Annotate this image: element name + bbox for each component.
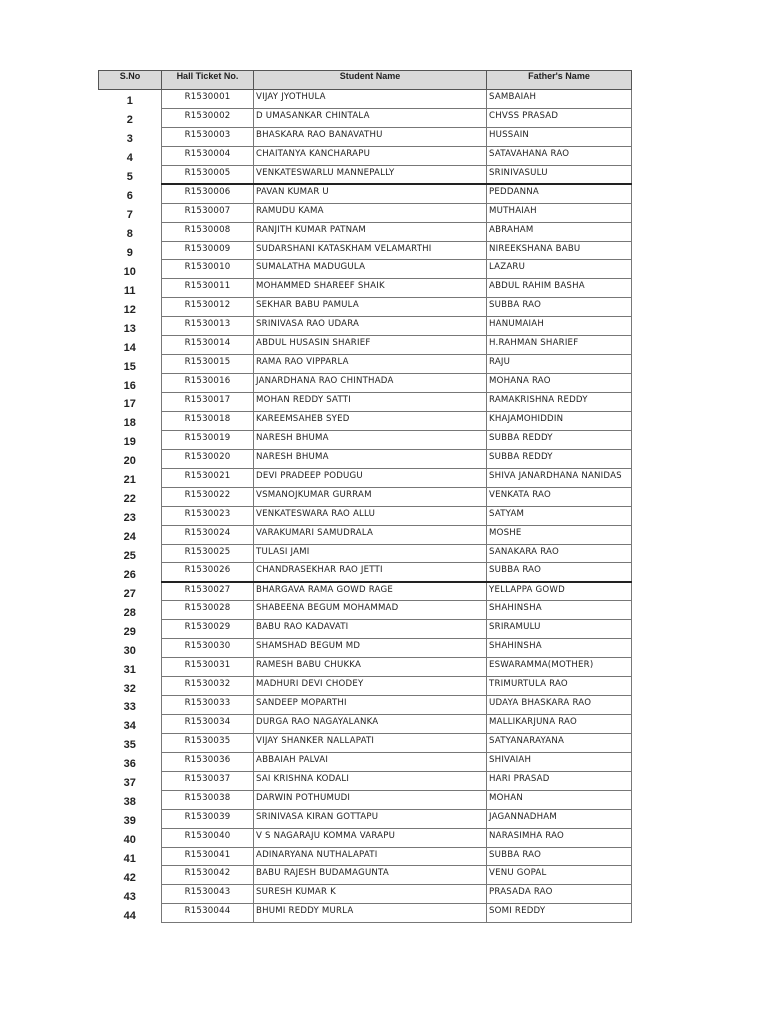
row-sno: 1 xyxy=(126,95,133,108)
row-sno: 44 xyxy=(123,909,136,922)
row-hall-ticket: R1530037 xyxy=(162,771,254,790)
row-sno: 37 xyxy=(123,777,136,790)
table-row xyxy=(99,790,632,809)
row-hall-ticket: R1530021 xyxy=(162,468,254,487)
row-father-name: SRINIVASULU xyxy=(487,165,632,184)
table-row xyxy=(99,752,632,771)
row-sno: 22 xyxy=(123,493,136,506)
row-hall-ticket: R1530008 xyxy=(162,222,254,241)
row-father-name: NIREEKSHANA BABU xyxy=(487,241,632,260)
table-row xyxy=(99,487,632,506)
row-student-name: SANDEEP MOPARTHI xyxy=(254,696,487,715)
row-sno: 27 xyxy=(123,587,136,600)
table-row xyxy=(99,222,632,241)
row-hall-ticket: R1530010 xyxy=(162,260,254,279)
row-father-name: MUTHAIAH xyxy=(487,203,632,222)
table-body xyxy=(99,90,632,923)
row-student-name: V S NAGARAJU KOMMA VARAPU xyxy=(254,828,487,847)
row-father-name: SRIRAMULU xyxy=(487,620,632,639)
row-hall-ticket: R1530006 xyxy=(162,184,254,203)
row-student-name: SRINIVASA KIRAN GOTTAPU xyxy=(254,809,487,828)
table-row xyxy=(99,620,632,639)
row-sno: 6 xyxy=(126,190,133,203)
row-father-name: ABDUL RAHIM BASHA xyxy=(487,279,632,298)
row-student-name: SRINIVASA RAO UDARA xyxy=(254,317,487,336)
student-list-document xyxy=(98,70,632,923)
row-student-name: RANJITH KUMAR PATNAM xyxy=(254,222,487,241)
table-row xyxy=(99,733,632,752)
row-father-name: YELLAPPA GOWD xyxy=(487,582,632,601)
row-sno: 41 xyxy=(123,852,136,865)
row-student-name: BHUMI REDDY MURLA xyxy=(254,904,487,923)
row-hall-ticket: R1530003 xyxy=(162,127,254,146)
row-father-name: SATAVAHANA RAO xyxy=(487,146,632,165)
row-sno: 43 xyxy=(123,890,136,903)
table-row xyxy=(99,506,632,525)
row-sno: 38 xyxy=(123,796,136,809)
table-row xyxy=(99,203,632,222)
row-sno: 32 xyxy=(123,682,136,695)
row-father-name: RAMAKRISHNA REDDY xyxy=(487,393,632,412)
row-hall-ticket: R1530041 xyxy=(162,847,254,866)
row-father-name: SATYANARAYANA xyxy=(487,733,632,752)
row-sno: 18 xyxy=(123,417,136,430)
table-row xyxy=(99,544,632,563)
row-hall-ticket: R1530012 xyxy=(162,298,254,317)
row-sno: 15 xyxy=(123,360,136,373)
row-hall-ticket: R1530025 xyxy=(162,544,254,563)
row-student-name: RAMA RAO VIPPARLA xyxy=(254,355,487,374)
row-sno: 25 xyxy=(123,549,136,562)
row-sno: 8 xyxy=(126,228,133,240)
table-row xyxy=(99,714,632,733)
row-father-name: SHIVAIAH xyxy=(487,752,632,771)
table-row xyxy=(99,279,632,298)
row-father-name: SOMI REDDY xyxy=(487,904,632,923)
table-row xyxy=(99,696,632,715)
table-row xyxy=(99,108,632,127)
table-row xyxy=(99,355,632,374)
row-father-name: LAZARU xyxy=(487,260,632,279)
row-sno: 19 xyxy=(123,436,136,449)
row-student-name: CHAITANYA KANCHARAPU xyxy=(254,146,487,165)
row-father-name: ABRAHAM xyxy=(487,222,632,241)
row-sno: 11 xyxy=(123,284,136,297)
row-hall-ticket: R1530027 xyxy=(162,582,254,601)
row-hall-ticket: R1530013 xyxy=(162,317,254,336)
row-father-name: HARI PRASAD xyxy=(487,771,632,790)
row-sno: 36 xyxy=(123,758,136,771)
row-father-name: RAJU xyxy=(487,355,632,374)
row-student-name: SUMALATHA MADUGULA xyxy=(254,260,487,279)
row-hall-ticket: R1530022 xyxy=(162,487,254,506)
row-student-name: NARESH BHUMA xyxy=(254,449,487,468)
row-hall-ticket: R1530020 xyxy=(162,449,254,468)
row-father-name: JAGANNADHAM xyxy=(487,809,632,828)
row-sno: 26 xyxy=(123,568,136,581)
table-row xyxy=(99,563,632,582)
row-sno: 39 xyxy=(123,815,136,828)
table-row xyxy=(99,847,632,866)
table-row xyxy=(99,658,632,677)
row-student-name: VARAKUMARI SAMUDRALA xyxy=(254,525,487,544)
row-hall-ticket: R1530014 xyxy=(162,336,254,355)
row-sno: 4 xyxy=(126,152,133,165)
row-student-name: KAREEMSAHEB SYED xyxy=(254,411,487,430)
row-sno: 30 xyxy=(123,644,136,657)
row-student-name: MOHAMMED SHAREEF SHAIK xyxy=(254,279,487,298)
row-father-name: TRIMURTULA RAO xyxy=(487,677,632,696)
row-father-name: CHVSS PRASAD xyxy=(487,108,632,127)
row-student-name: ABBAIAH PALVAI xyxy=(254,752,487,771)
row-father-name: SUBBA RAO xyxy=(487,847,632,866)
row-father-name: HUSSAIN xyxy=(487,127,632,146)
row-hall-ticket: R1530038 xyxy=(162,790,254,809)
row-student-name: CHANDRASEKHAR RAO JETTI xyxy=(254,563,487,582)
row-hall-ticket: R1530001 xyxy=(162,90,254,109)
row-student-name: SUDARSHANI KATASKHAM VELAMARTHI xyxy=(254,241,487,260)
row-father-name: UDAYA BHASKARA RAO xyxy=(487,696,632,715)
table-row xyxy=(99,411,632,430)
row-hall-ticket: R1530028 xyxy=(162,601,254,620)
row-student-name: RAMUDU KAMA xyxy=(254,203,487,222)
row-sno: 21 xyxy=(123,474,136,487)
row-student-name: SHAMSHAD BEGUM MD xyxy=(254,639,487,658)
table-row xyxy=(99,298,632,317)
table-row xyxy=(99,525,632,544)
table-row xyxy=(99,260,632,279)
row-student-name: NARESH BHUMA xyxy=(254,430,487,449)
row-father-name: H.RAHMAN SHARIEF xyxy=(487,336,632,355)
row-sno: 33 xyxy=(123,701,136,714)
row-hall-ticket: R1530018 xyxy=(162,411,254,430)
row-sno: 5 xyxy=(126,171,133,184)
row-sno: 12 xyxy=(123,303,136,316)
table-row xyxy=(99,430,632,449)
row-sno: 34 xyxy=(123,720,136,733)
table-row xyxy=(99,374,632,393)
row-sno: 28 xyxy=(123,606,136,619)
row-sno: 10 xyxy=(123,265,136,278)
row-student-name: VENKATESWARLU MANNEPALLY xyxy=(254,165,487,184)
header-hall-ticket: Hall Ticket No. xyxy=(162,71,254,90)
row-student-name: D UMASANKAR CHINTALA xyxy=(254,108,487,127)
row-sno: 13 xyxy=(123,322,136,335)
row-student-name: ADINARYANA NUTHALAPATI xyxy=(254,847,487,866)
row-father-name: SHIVA JANARDHANA NANIDAS xyxy=(487,468,632,487)
row-student-name: JANARDHANA RAO CHINTHADA xyxy=(254,374,487,393)
row-hall-ticket: R1530042 xyxy=(162,866,254,885)
table-row xyxy=(99,393,632,412)
table-row xyxy=(99,885,632,904)
row-hall-ticket: R1530017 xyxy=(162,393,254,412)
row-father-name: VENU GOPAL xyxy=(487,866,632,885)
row-sno: 29 xyxy=(123,625,136,638)
row-hall-ticket: R1530040 xyxy=(162,828,254,847)
row-student-name: VENKATESWARA RAO ALLU xyxy=(254,506,487,525)
table-row xyxy=(99,127,632,146)
row-hall-ticket: R1530032 xyxy=(162,677,254,696)
row-student-name: SHABEENA BEGUM MOHAMMAD xyxy=(254,601,487,620)
row-sno: 42 xyxy=(123,871,136,884)
row-student-name: VIJAY SHANKER NALLAPATI xyxy=(254,733,487,752)
row-student-name: DEVI PRADEEP PODUGU xyxy=(254,468,487,487)
table-row xyxy=(99,165,632,184)
row-father-name: MOHAN xyxy=(487,790,632,809)
row-hall-ticket: R1530009 xyxy=(162,241,254,260)
row-sno: 7 xyxy=(126,209,133,222)
row-father-name: PRASADA RAO xyxy=(487,885,632,904)
table-row xyxy=(99,809,632,828)
table-row xyxy=(99,146,632,165)
row-hall-ticket: R1530019 xyxy=(162,430,254,449)
row-student-name: VSMANOJKUMAR GURRAM xyxy=(254,487,487,506)
row-student-name: MADHURI DEVI CHODEY xyxy=(254,677,487,696)
row-hall-ticket: R1530004 xyxy=(162,146,254,165)
row-sno: 20 xyxy=(123,455,136,468)
table-row xyxy=(99,639,632,658)
row-sno: 17 xyxy=(123,398,136,411)
table-row xyxy=(99,601,632,620)
row-father-name: SUBBA REDDY xyxy=(487,449,632,468)
row-father-name: SANAKARA RAO xyxy=(487,544,632,563)
row-student-name: BABU RAO KADAVATI xyxy=(254,620,487,639)
row-father-name: SHAHINSHA xyxy=(487,639,632,658)
row-student-name: BHARGAVA RAMA GOWD RAGE xyxy=(254,582,487,601)
row-sno: 31 xyxy=(123,663,136,676)
table-row xyxy=(99,904,632,923)
table-row xyxy=(99,677,632,696)
row-father-name: SUBBA RAO xyxy=(487,298,632,317)
row-student-name: SAI KRISHNA KODALI xyxy=(254,771,487,790)
header-father-name: Father's Name xyxy=(487,71,632,90)
row-student-name: DARWIN POTHUMUDI xyxy=(254,790,487,809)
row-hall-ticket: R1530036 xyxy=(162,752,254,771)
row-hall-ticket: R1530039 xyxy=(162,809,254,828)
row-hall-ticket: R1530035 xyxy=(162,733,254,752)
row-hall-ticket: R1530044 xyxy=(162,904,254,923)
table-row xyxy=(99,317,632,336)
table-row xyxy=(99,241,632,260)
row-sno: 35 xyxy=(123,739,136,752)
table-row xyxy=(99,866,632,885)
row-hall-ticket: R1530015 xyxy=(162,355,254,374)
row-student-name: SURESH KUMAR K xyxy=(254,885,487,904)
row-student-name: SEKHAR BABU PAMULA xyxy=(254,298,487,317)
row-sno: 24 xyxy=(123,531,136,543)
student-table xyxy=(98,70,632,923)
table-row xyxy=(99,449,632,468)
row-student-name: TULASI JAMI xyxy=(254,544,487,563)
table-row xyxy=(99,582,632,601)
row-hall-ticket: R1530016 xyxy=(162,374,254,393)
row-student-name: RAMESH BABU CHUKKA xyxy=(254,658,487,677)
row-sno: 40 xyxy=(123,834,136,846)
row-hall-ticket: R1530034 xyxy=(162,714,254,733)
row-student-name: DURGA RAO NAGAYALANKA xyxy=(254,714,487,733)
row-father-name: PEDDANNA xyxy=(487,184,632,203)
row-student-name: BABU RAJESH BUDAMAGUNTA xyxy=(254,866,487,885)
row-hall-ticket: R1530031 xyxy=(162,658,254,677)
row-father-name: SUBBA REDDY xyxy=(487,430,632,449)
table-row xyxy=(99,184,632,203)
row-hall-ticket: R1530026 xyxy=(162,563,254,582)
row-hall-ticket: R1530033 xyxy=(162,696,254,715)
row-father-name: MOHANA RAO xyxy=(487,374,632,393)
row-father-name: NARASIMHA RAO xyxy=(487,828,632,847)
row-hall-ticket: R1530005 xyxy=(162,165,254,184)
row-father-name: SAMBAIAH xyxy=(487,90,632,109)
row-student-name: PAVAN KUMAR U xyxy=(254,184,487,203)
row-father-name: SATYAM xyxy=(487,506,632,525)
row-hall-ticket: R1530002 xyxy=(162,108,254,127)
row-father-name: ESWARAMMA(MOTHER) xyxy=(487,658,632,677)
row-student-name: ABDUL HUSASIN SHARIEF xyxy=(254,336,487,355)
row-hall-ticket: R1530023 xyxy=(162,506,254,525)
table-row xyxy=(99,828,632,847)
row-student-name: BHASKARA RAO BANAVATHU xyxy=(254,127,487,146)
row-hall-ticket: R1530007 xyxy=(162,203,254,222)
header-sno: S.No xyxy=(99,71,162,90)
row-sno: 23 xyxy=(123,512,136,525)
row-father-name: KHAJAMOHIDDIN xyxy=(487,411,632,430)
row-sno: 2 xyxy=(126,114,133,127)
row-hall-ticket: R1530043 xyxy=(162,885,254,904)
row-father-name: MALLIKARJUNA RAO xyxy=(487,714,632,733)
row-sno: 3 xyxy=(126,133,133,146)
row-sno: 9 xyxy=(126,246,133,259)
table-row xyxy=(99,90,632,109)
table-row xyxy=(99,771,632,790)
row-father-name: HANUMAIAH xyxy=(487,317,632,336)
table-header-row xyxy=(99,71,632,90)
row-father-name: MOSHE xyxy=(487,525,632,544)
row-father-name: SHAHINSHA xyxy=(487,601,632,620)
row-father-name: SUBBA RAO xyxy=(487,563,632,582)
row-hall-ticket: R1530024 xyxy=(162,525,254,544)
row-father-name: VENKATA RAO xyxy=(487,487,632,506)
row-hall-ticket: R1530011 xyxy=(162,279,254,298)
row-sno: 16 xyxy=(123,379,136,392)
row-hall-ticket: R1530030 xyxy=(162,639,254,658)
table-row xyxy=(99,468,632,487)
header-student-name: Student Name xyxy=(254,71,487,90)
row-student-name: MOHAN REDDY SATTI xyxy=(254,393,487,412)
row-hall-ticket: R1530029 xyxy=(162,620,254,639)
row-student-name: VIJAY JYOTHULA xyxy=(254,90,487,109)
table-row xyxy=(99,336,632,355)
row-sno: 14 xyxy=(123,341,136,354)
